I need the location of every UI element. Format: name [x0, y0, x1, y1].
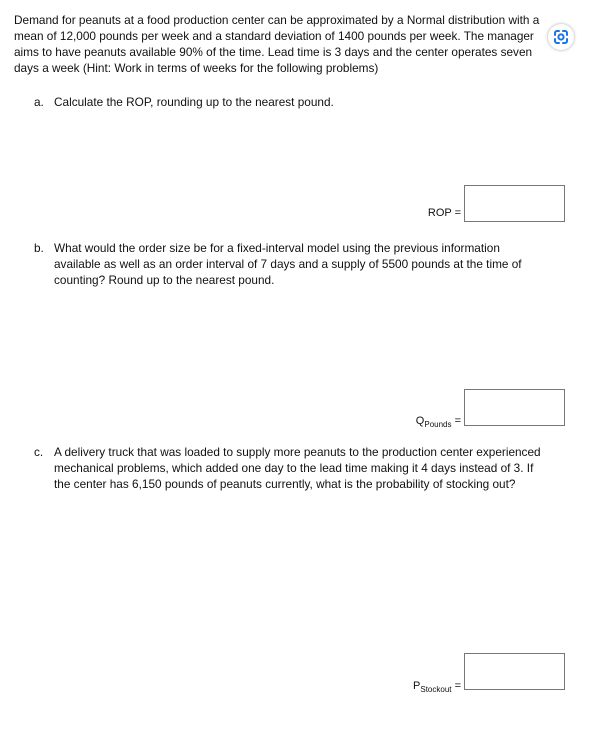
answer-label-text: Q — [415, 415, 425, 427]
intro-line: aims to have peanuts available 90% of the time. Lead time is 3 days and the center operates seven — [14, 45, 533, 59]
rop-answer-label — [428, 207, 461, 221]
problem-intro — [14, 12, 569, 76]
rop-answer-box[interactable] — [464, 185, 565, 222]
q-pounds-answer-box[interactable] — [464, 389, 565, 426]
answer-label-suffix: = — [454, 415, 461, 427]
q-pounds-answer-label — [416, 415, 461, 429]
question-text — [54, 240, 522, 288]
answer-label-text: P — [413, 680, 421, 692]
question-text — [54, 444, 541, 492]
question-line: What would the order size be for a fixed-interval model using the previous information — [54, 241, 500, 255]
answer-label-sub: Stockout — [420, 685, 452, 694]
p-stockout-answer-box[interactable] — [464, 653, 565, 690]
question-line: counting? Round up to the nearest pound. — [54, 273, 275, 287]
intro-line: Demand for peanuts at a food production center can be approximated by a Normal distribution with a — [14, 13, 540, 27]
google-lens-icon[interactable] — [548, 24, 574, 50]
question-line: available as well as an order interval of 7 days and a supply of 5500 pounds at the time of — [54, 257, 522, 271]
question-marker: b. — [34, 241, 44, 255]
question-marker: a. — [34, 95, 44, 109]
question-line: mechanical problems, which added one day to the lead time making it 4 days instead of 3. If — [54, 461, 534, 475]
question-line: Calculate the ROP, rounding up to the nearest pound. — [54, 95, 334, 109]
answer-label-sub: Pounds — [424, 420, 452, 429]
question-line: the center has 6,150 pounds of peanuts currently, what is the probability of stocking out? — [54, 477, 516, 491]
intro-line: mean of 12,000 pounds per week and a standard deviation of 1400 pounds per week. The manager — [14, 29, 534, 43]
question-marker: c. — [34, 445, 44, 459]
intro-line: days a week (Hint: Work in terms of weeks for the following problems) — [14, 61, 379, 75]
answer-label-text: ROP = — [427, 207, 461, 219]
question-text — [54, 94, 334, 110]
p-stockout-answer-label — [413, 680, 461, 694]
answer-label-suffix: = — [454, 680, 461, 692]
question-line: A delivery truck that was loaded to supply more peanuts to the production center experienced — [54, 445, 541, 459]
